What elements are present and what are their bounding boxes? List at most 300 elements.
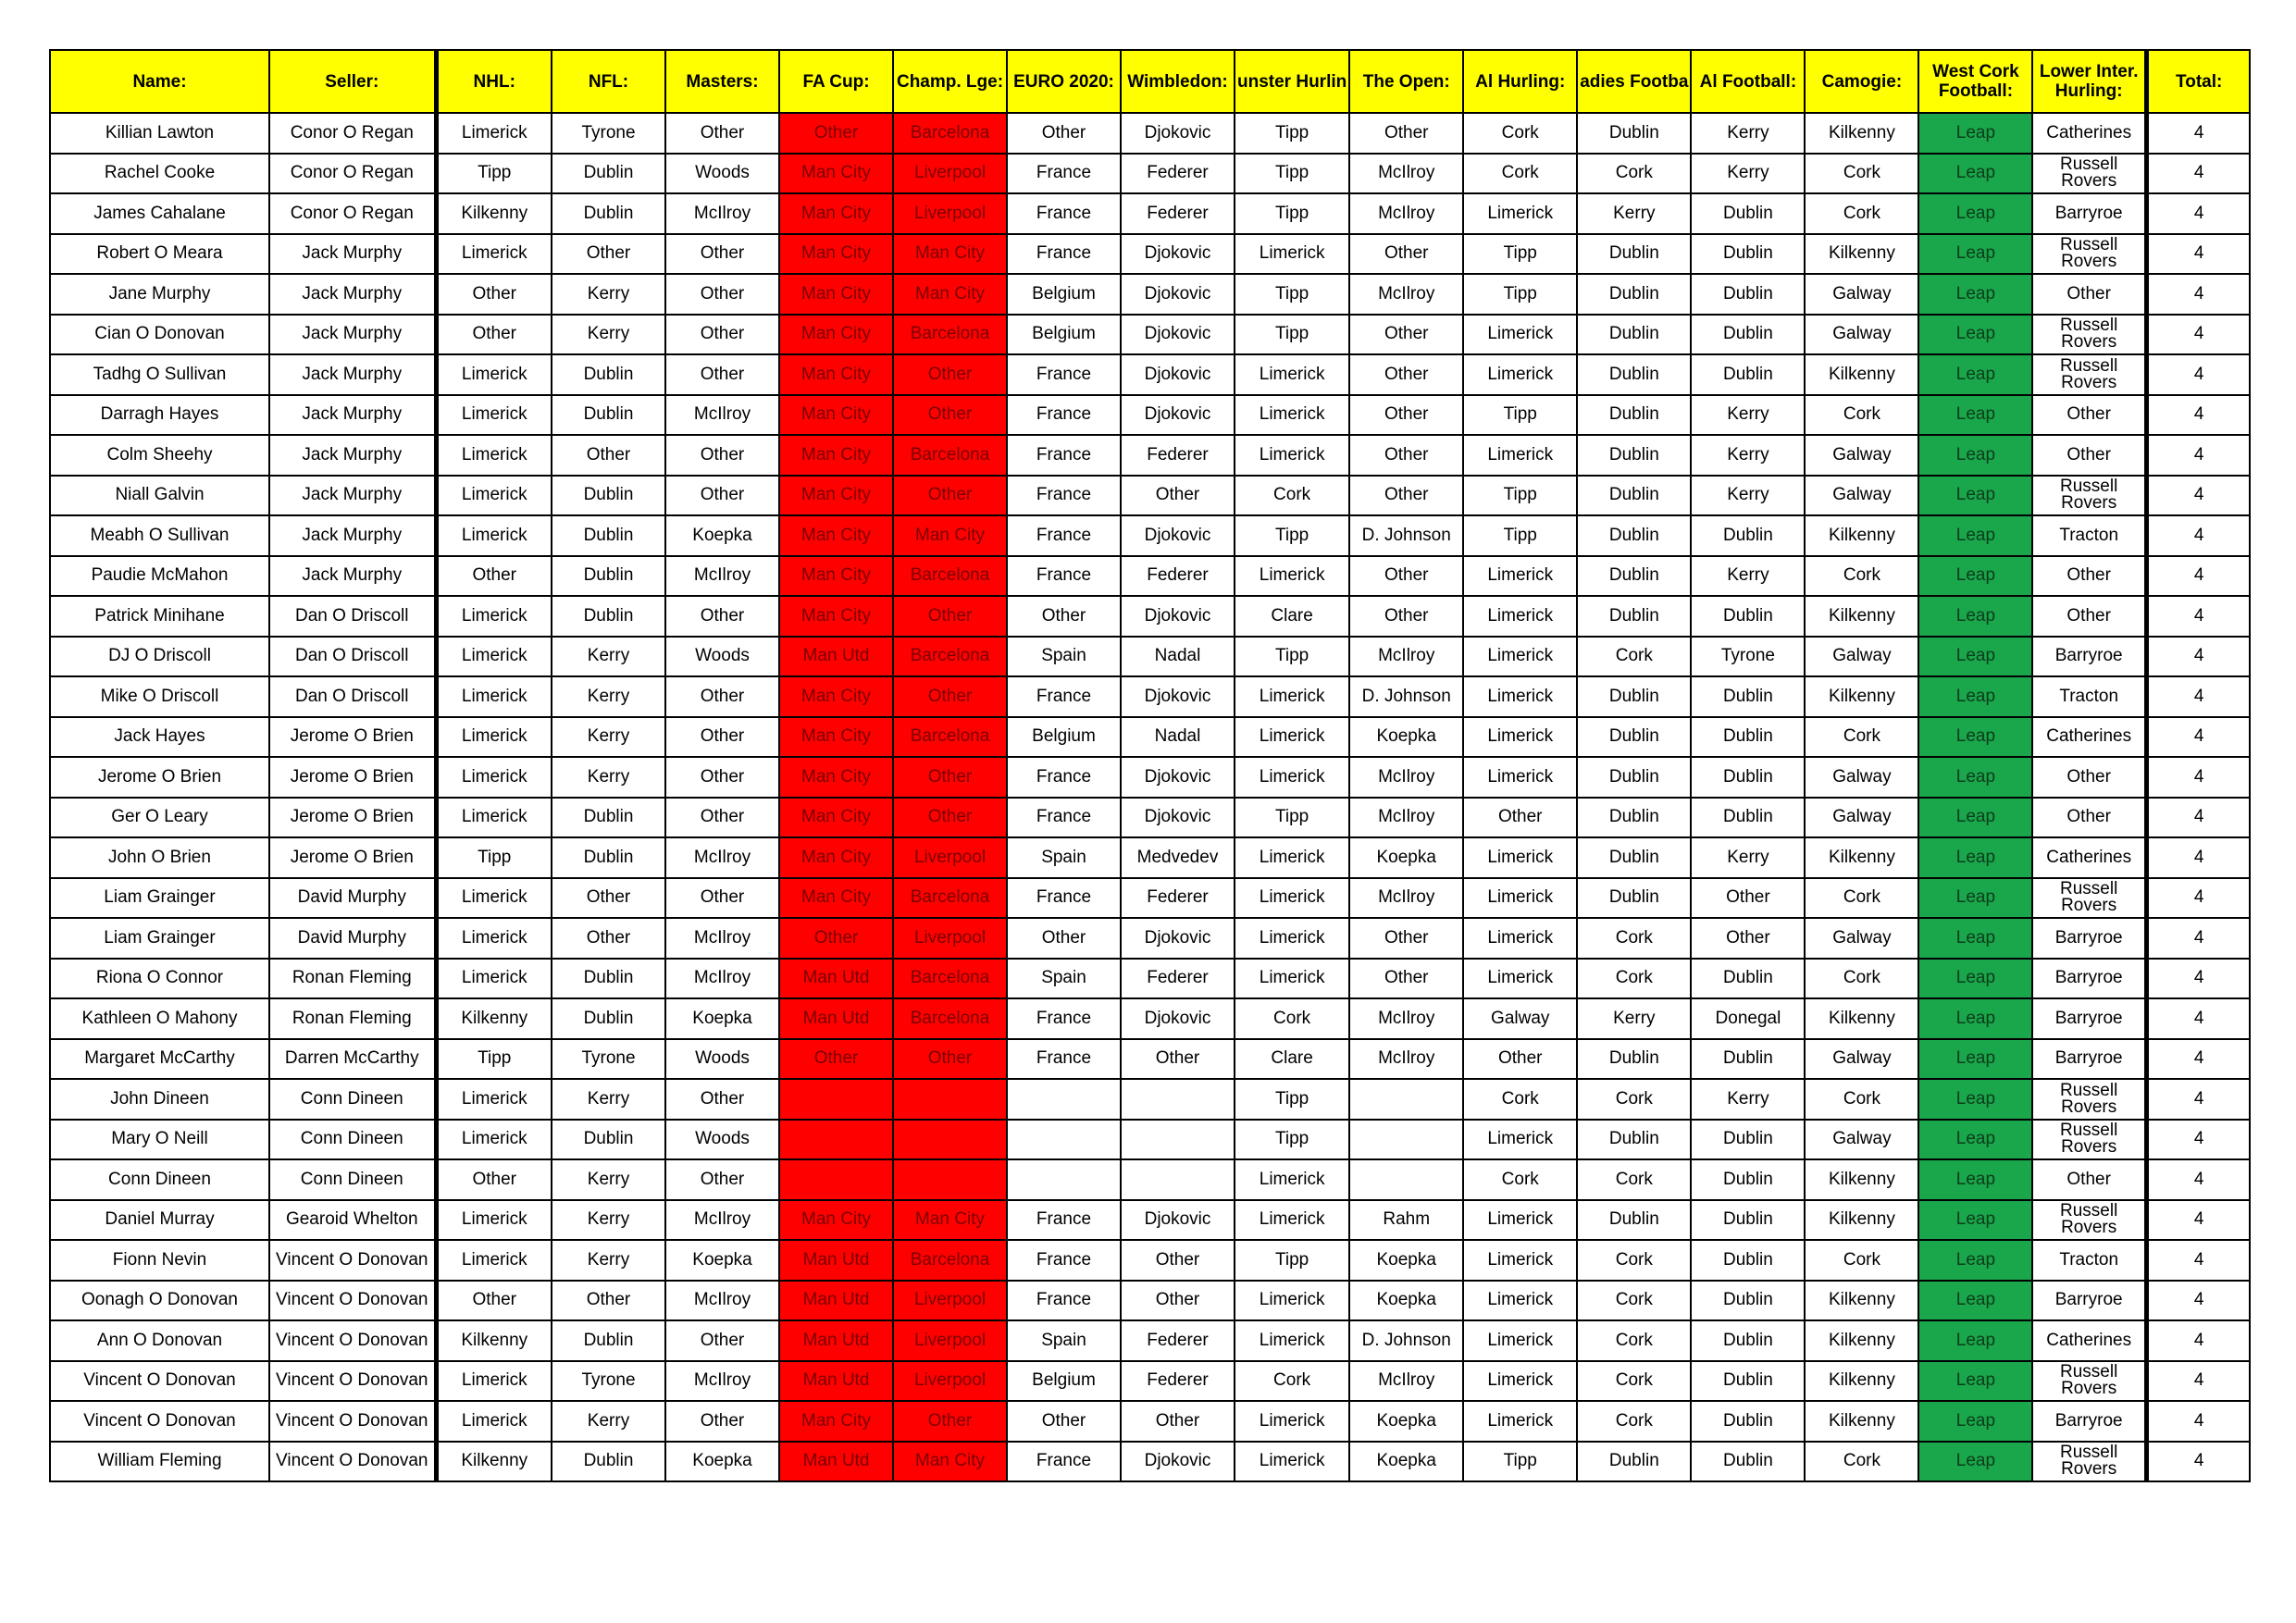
cell-ai-hurling: Limerick bbox=[1463, 1281, 1577, 1321]
cell-nhl: Kilkenny bbox=[436, 998, 552, 1039]
cell-camogie: Kilkenny bbox=[1805, 1200, 1918, 1241]
cell-masters: McIlroy bbox=[665, 918, 779, 959]
table-row bbox=[50, 596, 2250, 637]
cell-camogie: Cork bbox=[1805, 1442, 1918, 1482]
cell-munster-hurling: Limerick bbox=[1235, 234, 1349, 275]
cell-lower-inter-hurling: Barryroe bbox=[2032, 1039, 2146, 1080]
cell-ai-football: Dublin bbox=[1691, 1361, 1805, 1402]
cell-wimbledon: Djokovic bbox=[1121, 515, 1235, 556]
cell-nhl: Limerick bbox=[436, 354, 552, 395]
cell-euro-2020: Belgium bbox=[1007, 274, 1121, 315]
cell-the-open: McIlroy bbox=[1349, 757, 1463, 798]
cell-the-open: Koepka bbox=[1349, 717, 1463, 758]
cell-lower-inter-hurling: Russell Rovers bbox=[2032, 1079, 2146, 1120]
cell-ladies-football: Dublin bbox=[1577, 354, 1691, 395]
cell-name: DJ O Driscoll bbox=[50, 637, 269, 677]
cell-nfl: Kerry bbox=[552, 1079, 665, 1120]
cell-euro-2020 bbox=[1007, 1159, 1121, 1200]
cell-fa-cup: Man City bbox=[779, 556, 893, 597]
cell-seller: Jack Murphy bbox=[269, 476, 436, 516]
cell-fa-cup bbox=[779, 1079, 893, 1120]
cell-lower-inter-hurling: Tracton bbox=[2032, 1240, 2146, 1281]
cell-wimbledon: Nadal bbox=[1121, 637, 1235, 677]
cell-munster-hurling: Limerick bbox=[1235, 757, 1349, 798]
cell-ai-hurling: Tipp bbox=[1463, 515, 1577, 556]
cell-ai-football: Kerry bbox=[1691, 476, 1805, 516]
cell-lower-inter-hurling: Barryroe bbox=[2032, 998, 2146, 1039]
cell-the-open: McIlroy bbox=[1349, 274, 1463, 315]
cell-seller: Conor O Regan bbox=[269, 113, 436, 154]
cell-masters: Other bbox=[665, 798, 779, 838]
cell-camogie: Kilkenny bbox=[1805, 837, 1918, 878]
cell-total: 4 bbox=[2146, 676, 2250, 717]
cell-camogie: Cork bbox=[1805, 154, 1918, 194]
cell-ai-football: Kerry bbox=[1691, 435, 1805, 476]
cell-lower-inter-hurling: Catherines bbox=[2032, 837, 2146, 878]
cell-seller: Ronan Fleming bbox=[269, 959, 436, 999]
cell-nfl: Dublin bbox=[552, 193, 665, 234]
cell-masters: Other bbox=[665, 1079, 779, 1120]
cell-camogie: Galway bbox=[1805, 798, 1918, 838]
cell-ladies-football: Dublin bbox=[1577, 878, 1691, 919]
cell-fa-cup: Man Utd bbox=[779, 1442, 893, 1482]
cell-euro-2020: Belgium bbox=[1007, 717, 1121, 758]
cell-the-open: Koepka bbox=[1349, 1442, 1463, 1482]
cell-munster-hurling: Limerick bbox=[1235, 878, 1349, 919]
table-row bbox=[50, 154, 2250, 194]
cell-champ-lge: Barcelona bbox=[893, 435, 1007, 476]
cell-munster-hurling: Limerick bbox=[1235, 1401, 1349, 1442]
cell-champ-lge: Other bbox=[893, 1401, 1007, 1442]
cell-masters: Koepka bbox=[665, 1442, 779, 1482]
cell-camogie: Kilkenny bbox=[1805, 1401, 1918, 1442]
cell-the-open: Other bbox=[1349, 315, 1463, 355]
cell-name: Cian O Donovan bbox=[50, 315, 269, 355]
cell-ladies-football: Cork bbox=[1577, 154, 1691, 194]
cell-lower-inter-hurling: Russell Rovers bbox=[2032, 878, 2146, 919]
table-row bbox=[50, 234, 2250, 275]
cell-lower-inter-hurling: Tracton bbox=[2032, 676, 2146, 717]
cell-ai-hurling: Galway bbox=[1463, 998, 1577, 1039]
cell-lower-inter-hurling: Russell Rovers bbox=[2032, 234, 2146, 275]
cell-camogie: Kilkenny bbox=[1805, 1361, 1918, 1402]
cell-wimbledon: Other bbox=[1121, 476, 1235, 516]
cell-seller: Jack Murphy bbox=[269, 354, 436, 395]
cell-munster-hurling: Cork bbox=[1235, 476, 1349, 516]
table-row bbox=[50, 395, 2250, 436]
cell-total: 4 bbox=[2146, 1281, 2250, 1321]
cell-ai-hurling: Limerick bbox=[1463, 878, 1577, 919]
cell-masters: Other bbox=[665, 596, 779, 637]
cell-euro-2020: Spain bbox=[1007, 1320, 1121, 1361]
cell-fa-cup bbox=[779, 1159, 893, 1200]
cell-ladies-football: Dublin bbox=[1577, 717, 1691, 758]
table-row bbox=[50, 274, 2250, 315]
cell-nhl: Kilkenny bbox=[436, 1320, 552, 1361]
cell-champ-lge: Liverpool bbox=[893, 1281, 1007, 1321]
cell-champ-lge bbox=[893, 1159, 1007, 1200]
cell-fa-cup: Man Utd bbox=[779, 1281, 893, 1321]
cell-camogie: Cork bbox=[1805, 717, 1918, 758]
cell-ai-football: Dublin bbox=[1691, 234, 1805, 275]
cell-fa-cup: Man City bbox=[779, 798, 893, 838]
cell-seller: Vincent O Donovan bbox=[269, 1320, 436, 1361]
cell-euro-2020: Other bbox=[1007, 918, 1121, 959]
cell-masters: McIlroy bbox=[665, 1200, 779, 1241]
cell-masters: Other bbox=[665, 315, 779, 355]
cell-the-open: Other bbox=[1349, 354, 1463, 395]
header-lower-inter-hurling: Lower Inter. Hurling: bbox=[2032, 50, 2146, 113]
cell-masters: Other bbox=[665, 476, 779, 516]
cell-champ-lge: Barcelona bbox=[893, 998, 1007, 1039]
cell-wimbledon bbox=[1121, 1079, 1235, 1120]
cell-ai-hurling: Cork bbox=[1463, 113, 1577, 154]
cell-total: 4 bbox=[2146, 1120, 2250, 1160]
header-fa-cup: FA Cup: bbox=[779, 50, 893, 113]
table-row bbox=[50, 757, 2250, 798]
cell-camogie: Kilkenny bbox=[1805, 1320, 1918, 1361]
cell-nfl: Dublin bbox=[552, 1442, 665, 1482]
cell-ai-hurling: Limerick bbox=[1463, 1361, 1577, 1402]
cell-nfl: Dublin bbox=[552, 154, 665, 194]
cell-wimbledon: Federer bbox=[1121, 435, 1235, 476]
cell-ai-hurling: Cork bbox=[1463, 1159, 1577, 1200]
cell-nhl: Kilkenny bbox=[436, 193, 552, 234]
cell-ladies-football: Dublin bbox=[1577, 515, 1691, 556]
cell-west-cork-football: Leap bbox=[1918, 1159, 2032, 1200]
cell-munster-hurling: Tipp bbox=[1235, 315, 1349, 355]
cell-champ-lge: Other bbox=[893, 395, 1007, 436]
cell-the-open: McIlroy bbox=[1349, 154, 1463, 194]
cell-munster-hurling: Tipp bbox=[1235, 113, 1349, 154]
cell-seller: Jack Murphy bbox=[269, 435, 436, 476]
cell-west-cork-football: Leap bbox=[1918, 1240, 2032, 1281]
cell-ai-football: Dublin bbox=[1691, 717, 1805, 758]
cell-total: 4 bbox=[2146, 837, 2250, 878]
cell-ai-hurling: Limerick bbox=[1463, 637, 1577, 677]
cell-west-cork-football: Leap bbox=[1918, 435, 2032, 476]
cell-fa-cup: Man City bbox=[779, 878, 893, 919]
cell-ai-hurling: Other bbox=[1463, 1039, 1577, 1080]
cell-the-open: D. Johnson bbox=[1349, 676, 1463, 717]
cell-wimbledon: Djokovic bbox=[1121, 113, 1235, 154]
cell-euro-2020: France bbox=[1007, 515, 1121, 556]
cell-total: 4 bbox=[2146, 113, 2250, 154]
cell-ai-football: Dublin bbox=[1691, 1159, 1805, 1200]
cell-champ-lge: Barcelona bbox=[893, 878, 1007, 919]
cell-ai-football: Dublin bbox=[1691, 274, 1805, 315]
cell-west-cork-football: Leap bbox=[1918, 274, 2032, 315]
cell-wimbledon: Federer bbox=[1121, 959, 1235, 999]
table-row bbox=[50, 1442, 2250, 1482]
cell-nfl: Kerry bbox=[552, 315, 665, 355]
cell-name: Conn Dineen bbox=[50, 1159, 269, 1200]
cell-nhl: Limerick bbox=[436, 234, 552, 275]
table-row bbox=[50, 515, 2250, 556]
cell-wimbledon bbox=[1121, 1159, 1235, 1200]
cell-munster-hurling: Limerick bbox=[1235, 837, 1349, 878]
cell-the-open: Other bbox=[1349, 556, 1463, 597]
table-row bbox=[50, 676, 2250, 717]
cell-the-open: Other bbox=[1349, 959, 1463, 999]
cell-euro-2020: Belgium bbox=[1007, 1361, 1121, 1402]
cell-ai-hurling: Limerick bbox=[1463, 354, 1577, 395]
cell-nfl: Kerry bbox=[552, 757, 665, 798]
cell-the-open bbox=[1349, 1079, 1463, 1120]
header-ai-football: Al Football: bbox=[1691, 50, 1805, 113]
cell-fa-cup: Man City bbox=[779, 515, 893, 556]
cell-total: 4 bbox=[2146, 354, 2250, 395]
cell-masters: Other bbox=[665, 1401, 779, 1442]
cell-wimbledon: Djokovic bbox=[1121, 274, 1235, 315]
cell-munster-hurling: Tipp bbox=[1235, 637, 1349, 677]
cell-west-cork-football: Leap bbox=[1918, 234, 2032, 275]
cell-seller: Ronan Fleming bbox=[269, 998, 436, 1039]
cell-name: Riona O Connor bbox=[50, 959, 269, 999]
cell-champ-lge: Other bbox=[893, 798, 1007, 838]
cell-wimbledon: Other bbox=[1121, 1240, 1235, 1281]
cell-nhl: Kilkenny bbox=[436, 1442, 552, 1482]
cell-ai-hurling: Limerick bbox=[1463, 1200, 1577, 1241]
cell-the-open: Other bbox=[1349, 435, 1463, 476]
cell-ai-hurling: Limerick bbox=[1463, 959, 1577, 999]
table-row bbox=[50, 878, 2250, 919]
cell-masters: Koepka bbox=[665, 515, 779, 556]
table-row bbox=[50, 1240, 2250, 1281]
cell-ai-hurling: Limerick bbox=[1463, 596, 1577, 637]
cell-west-cork-football: Leap bbox=[1918, 1039, 2032, 1080]
cell-nhl: Other bbox=[436, 274, 552, 315]
cell-lower-inter-hurling: Barryroe bbox=[2032, 918, 2146, 959]
cell-camogie: Cork bbox=[1805, 1240, 1918, 1281]
cell-munster-hurling: Tipp bbox=[1235, 1120, 1349, 1160]
cell-wimbledon: Federer bbox=[1121, 556, 1235, 597]
cell-munster-hurling: Cork bbox=[1235, 1361, 1349, 1402]
header-the-open: The Open: bbox=[1349, 50, 1463, 113]
table-row bbox=[50, 637, 2250, 677]
cell-total: 4 bbox=[2146, 596, 2250, 637]
cell-lower-inter-hurling: Russell Rovers bbox=[2032, 1120, 2146, 1160]
cell-wimbledon: Djokovic bbox=[1121, 1200, 1235, 1241]
cell-ai-football: Donegal bbox=[1691, 998, 1805, 1039]
cell-name: John Dineen bbox=[50, 1079, 269, 1120]
header-seller: Seller: bbox=[269, 50, 436, 113]
cell-the-open: McIlroy bbox=[1349, 798, 1463, 838]
cell-euro-2020: Other bbox=[1007, 113, 1121, 154]
cell-nhl: Limerick bbox=[436, 1120, 552, 1160]
header-ai-hurling: Al Hurling: bbox=[1463, 50, 1577, 113]
table-row bbox=[50, 193, 2250, 234]
cell-fa-cup: Other bbox=[779, 918, 893, 959]
header-masters: Masters: bbox=[665, 50, 779, 113]
table-row bbox=[50, 918, 2250, 959]
cell-ai-hurling: Other bbox=[1463, 798, 1577, 838]
cell-west-cork-football: Leap bbox=[1918, 1442, 2032, 1482]
cell-name: Jerome O Brien bbox=[50, 757, 269, 798]
cell-seller: Conor O Regan bbox=[269, 154, 436, 194]
cell-nfl: Kerry bbox=[552, 1401, 665, 1442]
cell-ai-hurling: Limerick bbox=[1463, 918, 1577, 959]
table-body bbox=[50, 113, 2250, 1481]
cell-munster-hurling: Limerick bbox=[1235, 676, 1349, 717]
cell-the-open: Koepka bbox=[1349, 837, 1463, 878]
cell-total: 4 bbox=[2146, 959, 2250, 999]
cell-wimbledon bbox=[1121, 1120, 1235, 1160]
cell-lower-inter-hurling: Russell Rovers bbox=[2032, 1200, 2146, 1241]
cell-nhl: Other bbox=[436, 556, 552, 597]
cell-euro-2020: France bbox=[1007, 435, 1121, 476]
cell-west-cork-football: Leap bbox=[1918, 1200, 2032, 1241]
cell-nhl: Tipp bbox=[436, 154, 552, 194]
cell-seller: David Murphy bbox=[269, 918, 436, 959]
cell-fa-cup: Man City bbox=[779, 354, 893, 395]
cell-total: 4 bbox=[2146, 1401, 2250, 1442]
cell-total: 4 bbox=[2146, 798, 2250, 838]
cell-wimbledon: Djokovic bbox=[1121, 315, 1235, 355]
cell-seller: Conn Dineen bbox=[269, 1159, 436, 1200]
cell-nfl: Dublin bbox=[552, 798, 665, 838]
cell-euro-2020: France bbox=[1007, 234, 1121, 275]
cell-ladies-football: Dublin bbox=[1577, 837, 1691, 878]
cell-ai-hurling: Limerick bbox=[1463, 676, 1577, 717]
cell-total: 4 bbox=[2146, 435, 2250, 476]
cell-nhl: Limerick bbox=[436, 798, 552, 838]
cell-ai-football: Kerry bbox=[1691, 113, 1805, 154]
cell-wimbledon: Other bbox=[1121, 1281, 1235, 1321]
cell-ai-football: Kerry bbox=[1691, 556, 1805, 597]
cell-camogie: Kilkenny bbox=[1805, 676, 1918, 717]
cell-west-cork-football: Leap bbox=[1918, 1281, 2032, 1321]
cell-west-cork-football: Leap bbox=[1918, 354, 2032, 395]
cell-ladies-football: Dublin bbox=[1577, 274, 1691, 315]
cell-west-cork-football: Leap bbox=[1918, 395, 2032, 436]
cell-total: 4 bbox=[2146, 1240, 2250, 1281]
cell-wimbledon: Djokovic bbox=[1121, 354, 1235, 395]
cell-name: Mary O Neill bbox=[50, 1120, 269, 1160]
cell-ai-hurling: Tipp bbox=[1463, 234, 1577, 275]
cell-nfl: Dublin bbox=[552, 354, 665, 395]
cell-masters: McIlroy bbox=[665, 1281, 779, 1321]
cell-fa-cup: Man City bbox=[779, 676, 893, 717]
cell-name: Patrick Minihane bbox=[50, 596, 269, 637]
cell-ladies-football: Cork bbox=[1577, 1240, 1691, 1281]
cell-euro-2020 bbox=[1007, 1120, 1121, 1160]
cell-euro-2020: France bbox=[1007, 354, 1121, 395]
cell-ladies-football: Cork bbox=[1577, 1281, 1691, 1321]
cell-the-open: Koepka bbox=[1349, 1240, 1463, 1281]
cell-euro-2020: France bbox=[1007, 556, 1121, 597]
cell-masters: Other bbox=[665, 676, 779, 717]
cell-the-open: McIlroy bbox=[1349, 998, 1463, 1039]
cell-name: Margaret McCarthy bbox=[50, 1039, 269, 1080]
cell-the-open: McIlroy bbox=[1349, 193, 1463, 234]
cell-euro-2020: France bbox=[1007, 676, 1121, 717]
cell-west-cork-football: Leap bbox=[1918, 193, 2032, 234]
cell-ladies-football: Dublin bbox=[1577, 556, 1691, 597]
cell-ai-football: Other bbox=[1691, 918, 1805, 959]
cell-the-open: D. Johnson bbox=[1349, 1320, 1463, 1361]
cell-name: Mike O Driscoll bbox=[50, 676, 269, 717]
cell-lower-inter-hurling: Other bbox=[2032, 798, 2146, 838]
cell-wimbledon: Djokovic bbox=[1121, 395, 1235, 436]
cell-seller: Vincent O Donovan bbox=[269, 1281, 436, 1321]
cell-seller: Dan O Driscoll bbox=[269, 596, 436, 637]
cell-total: 4 bbox=[2146, 637, 2250, 677]
cell-munster-hurling: Limerick bbox=[1235, 717, 1349, 758]
cell-wimbledon: Federer bbox=[1121, 1361, 1235, 1402]
cell-euro-2020: France bbox=[1007, 154, 1121, 194]
cell-name: James Cahalane bbox=[50, 193, 269, 234]
cell-ai-hurling: Cork bbox=[1463, 1079, 1577, 1120]
cell-champ-lge bbox=[893, 1120, 1007, 1160]
cell-champ-lge: Liverpool bbox=[893, 1320, 1007, 1361]
cell-nfl: Other bbox=[552, 435, 665, 476]
cell-munster-hurling: Tipp bbox=[1235, 274, 1349, 315]
header-nfl: NFL: bbox=[552, 50, 665, 113]
cell-ai-football: Other bbox=[1691, 878, 1805, 919]
cell-nfl: Kerry bbox=[552, 1240, 665, 1281]
cell-champ-lge: Barcelona bbox=[893, 717, 1007, 758]
cell-west-cork-football: Leap bbox=[1918, 154, 2032, 194]
cell-west-cork-football: Leap bbox=[1918, 878, 2032, 919]
cell-seller: Jerome O Brien bbox=[269, 837, 436, 878]
cell-camogie: Kilkenny bbox=[1805, 1159, 1918, 1200]
cell-fa-cup: Man Utd bbox=[779, 1320, 893, 1361]
cell-camogie: Cork bbox=[1805, 395, 1918, 436]
cell-ai-football: Dublin bbox=[1691, 757, 1805, 798]
header-ladies-football: adies Footba bbox=[1577, 50, 1691, 113]
cell-west-cork-football: Leap bbox=[1918, 837, 2032, 878]
cell-name: Fionn Nevin bbox=[50, 1240, 269, 1281]
cell-the-open: McIlroy bbox=[1349, 1361, 1463, 1402]
cell-munster-hurling: Clare bbox=[1235, 1039, 1349, 1080]
cell-ladies-football: Dublin bbox=[1577, 1442, 1691, 1482]
table-row bbox=[50, 1079, 2250, 1120]
cell-ai-hurling: Tipp bbox=[1463, 476, 1577, 516]
header-champ-lge: Champ. Lge: bbox=[893, 50, 1007, 113]
cell-total: 4 bbox=[2146, 1320, 2250, 1361]
cell-munster-hurling: Tipp bbox=[1235, 515, 1349, 556]
cell-champ-lge: Other bbox=[893, 596, 1007, 637]
cell-nfl: Kerry bbox=[552, 1200, 665, 1241]
cell-ai-hurling: Tipp bbox=[1463, 1442, 1577, 1482]
cell-the-open: Other bbox=[1349, 395, 1463, 436]
cell-nhl: Other bbox=[436, 315, 552, 355]
cell-lower-inter-hurling: Barryroe bbox=[2032, 193, 2146, 234]
cell-name: William Fleming bbox=[50, 1442, 269, 1482]
cell-nhl: Other bbox=[436, 1159, 552, 1200]
cell-champ-lge: Man City bbox=[893, 1442, 1007, 1482]
cell-lower-inter-hurling: Other bbox=[2032, 435, 2146, 476]
cell-masters: Other bbox=[665, 1320, 779, 1361]
cell-seller: Conn Dineen bbox=[269, 1079, 436, 1120]
cell-ladies-football: Cork bbox=[1577, 1361, 1691, 1402]
table-row bbox=[50, 1281, 2250, 1321]
table-row bbox=[50, 476, 2250, 516]
cell-lower-inter-hurling: Other bbox=[2032, 757, 2146, 798]
cell-champ-lge: Liverpool bbox=[893, 154, 1007, 194]
cell-total: 4 bbox=[2146, 193, 2250, 234]
cell-west-cork-football: Leap bbox=[1918, 798, 2032, 838]
cell-nfl: Kerry bbox=[552, 274, 665, 315]
cell-ladies-football: Kerry bbox=[1577, 193, 1691, 234]
cell-seller: Jerome O Brien bbox=[269, 717, 436, 758]
cell-seller: Dan O Driscoll bbox=[269, 637, 436, 677]
cell-name: Rachel Cooke bbox=[50, 154, 269, 194]
cell-nhl: Limerick bbox=[436, 1361, 552, 1402]
cell-nhl: Limerick bbox=[436, 717, 552, 758]
cell-ai-football: Dublin bbox=[1691, 1281, 1805, 1321]
